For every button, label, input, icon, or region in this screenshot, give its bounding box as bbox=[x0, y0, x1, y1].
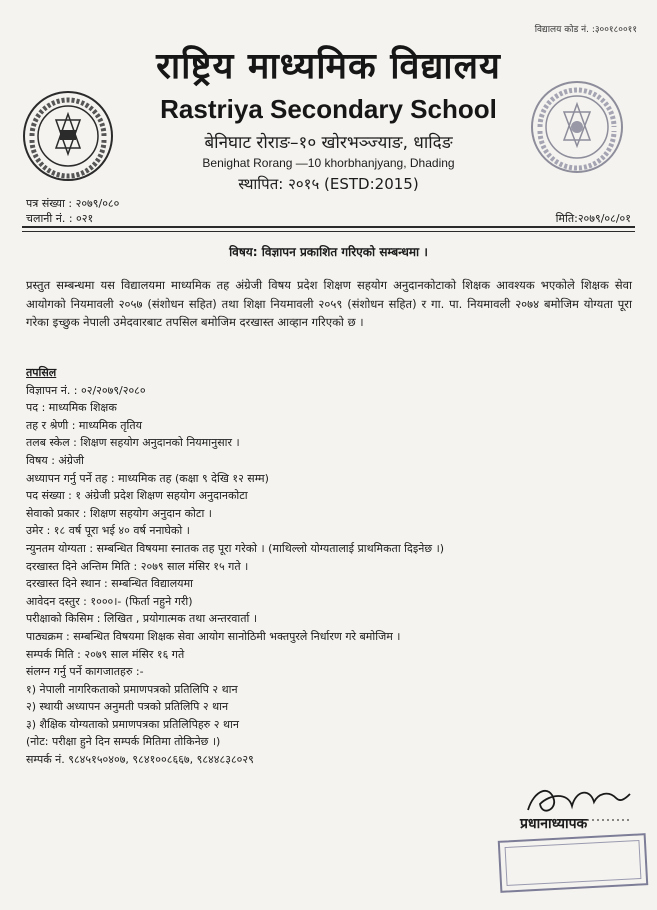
school-seal-right bbox=[530, 80, 624, 174]
detail-row: सम्पर्क मिति : २०७९ साल मंसिर १६ गते bbox=[26, 647, 185, 661]
body-paragraph: प्रस्तुत सम्बन्धमा यस विद्यालयमा माध्यमिक तह अंग्रेजी विषय प्रदेश शिक्षण सहयोग अनुदानकोटाको शिक्षक आवश्यक भएकोले शिक्षक सेवा आयोगको नियमावली २०५७ (संशोधन सहित) तथा शिक्षा नियमावली २०५९ (संशोधन सहित) र गा. पा. नियमावली २०७४ बमोजिम योग्यता पूरा गरेका इच्छुक नेपाली उमेदवारबाट तपसिल बमोजिम दरखास्त आव्हान गरिएको छ । bbox=[26, 278, 632, 329]
detail-row: आवेदन दस्तुर : १०००।- (फिर्ता नहुने गरी) bbox=[26, 594, 193, 608]
detail-row: सम्पर्क नं. ९८४५१५०४०७, ९८४१००८६६७, ९८४४८३८०२९ bbox=[26, 753, 254, 767]
detail-row: २) स्थायी अध्यापन अनुमती पत्रको प्रतिलिपि २ थान bbox=[26, 700, 229, 714]
letter-subject: विषय: विज्ञापन प्रकाशित गरिएको सम्बन्धमा । bbox=[229, 245, 428, 259]
detail-row: पद संख्या : १ अंग्रेजी प्रदेश शिक्षण सहयोग अनुदानकोटा bbox=[26, 489, 248, 503]
detail-row: विषय : अंग्रेजी bbox=[26, 453, 85, 467]
detail-row: ३) शैक्षिक योग्यताको प्रमाणपत्रका प्रतिलिपिहरु २ थान bbox=[26, 717, 239, 731]
detail-row: दरखास्त दिने स्थान : सम्बन्धित विद्यालयमा bbox=[26, 577, 193, 591]
detail-row: न्युनतम योग्यता : सम्बन्धित विषयमा स्नातक तह पूरा गरेको । (माथिल्लो योग्यतालाई प्राथमिकता दिइनेछ ।) bbox=[26, 541, 445, 555]
detail-row: विज्ञापन नं. : ०२/२०७९/२०८० bbox=[26, 383, 146, 397]
details-section bbox=[26, 364, 636, 769]
school-address-english: Benighat Rorang —10 khorbhanjyang, Dhading bbox=[202, 156, 455, 170]
detail-row: संलग्न गर्नु पर्ने कागजातहरु :- bbox=[26, 665, 144, 679]
established-year: स्थापित: २०१५ (ESTD:2015) bbox=[238, 175, 419, 193]
school-address-nepali: बेनिघाट रोराङ–१० खोरभञ्ज्याङ, धादिङ bbox=[204, 133, 453, 153]
detail-row: (नोट: परीक्षा हुने दिन सम्पर्क मितिमा तोकिनेछ ।) bbox=[26, 735, 221, 749]
detail-row: उमेर : १८ वर्ष पूरा भई ४० वर्ष ननाघेको । bbox=[26, 524, 190, 538]
dispatch-number: चलानी नं. : ०२१ bbox=[26, 212, 94, 225]
principal-stamp bbox=[497, 832, 650, 894]
detail-row: तह र श्रेणी : माध्यमिक तृतिय bbox=[26, 418, 142, 432]
school-name-nepali: राष्ट्रिय माध्यमिक विद्यालय bbox=[156, 46, 501, 87]
letter-date: मिति:२०७९/०८/०१ bbox=[555, 212, 631, 225]
detail-row: अध्यापन गर्नु पर्ने तह : माध्यमिक तह (कक्षा ९ देखि १२ सम्म) bbox=[26, 471, 269, 485]
letter-number: पत्र संख्या : २०७९/०८० bbox=[26, 197, 120, 210]
school-name-english: Rastriya Secondary School bbox=[160, 94, 497, 124]
detail-row: पाठ्यक्रम : सम्बन्धित विषयमा शिक्षक सेवा आयोग सानोठिमी भक्तपुरले निर्धारण गरे बमोजिम । bbox=[26, 629, 401, 643]
detail-row: तलब स्केल : शिक्षण सहयोग अनुदानको नियमानुसार । bbox=[26, 436, 240, 450]
header-divider bbox=[22, 226, 635, 232]
school-code: विद्यालय कोड नं. :३००१८००११ bbox=[534, 25, 637, 35]
detail-row: पद : माध्यमिक शिक्षक bbox=[26, 401, 117, 415]
detail-row: सेवाको प्रकार : शिक्षण सहयोग अनुदान कोटा । bbox=[26, 506, 212, 520]
principal-title: प्रधानाध्यापक bbox=[520, 816, 588, 832]
detail-row: परीक्षाको किसिम : लिखित , प्रयोगात्मक तथा अन्तरवार्ता । bbox=[26, 612, 257, 626]
detail-row: दरखास्त दिने अन्तिम मिति : २०७९ साल मंसिर १५ गते । bbox=[26, 559, 249, 573]
detail-row: १) नेपाली नागरिकताको प्रमाणपत्रको प्रतिलिपि २ थान bbox=[26, 682, 238, 696]
details-heading: तपसिल bbox=[26, 366, 57, 379]
